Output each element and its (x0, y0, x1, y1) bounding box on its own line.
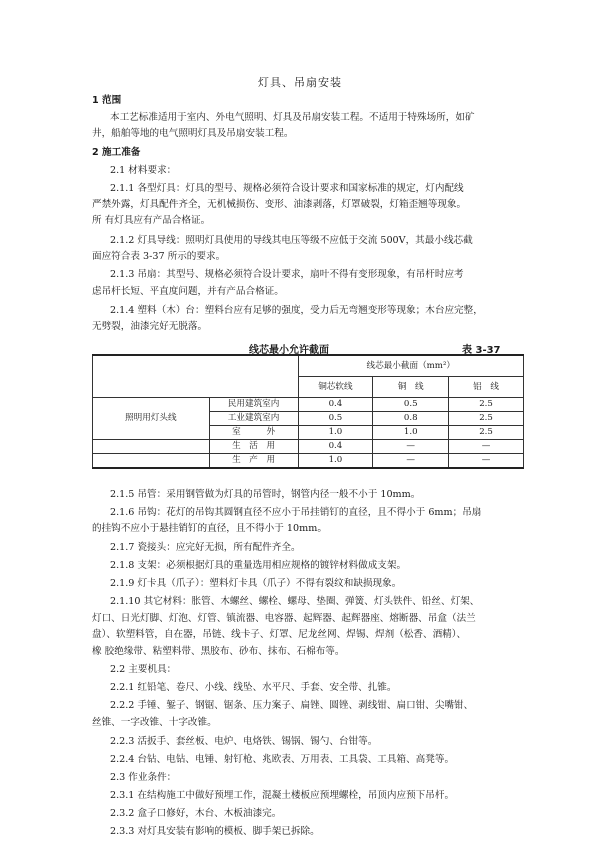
paragraph-line: 2.1.3 吊扇：其型号、规格必须符合设计要求，扇叶不得有变形现象，有吊杆时应考 (110, 269, 464, 280)
paragraph-line: 2.1.8 支架：必须根据灯具的重量选用相应规格的镀锌材料做成支架。 (110, 560, 407, 571)
table-cell: 2.5 (449, 426, 524, 440)
table-cell: 1.0 (298, 426, 373, 440)
table-row-label: 生 活 用 (209, 440, 298, 454)
table-cell: 0.4 (298, 440, 373, 454)
paragraph-line: 的挂钩不应小于悬挂销钉的直径，且不得小于 10mm。 (92, 523, 327, 534)
paragraph-line: 橡 胶绝缘带、粘塑料带、黑胶布、砂布、抹布、石棉布等。 (92, 646, 345, 657)
table-number: 表 3-37 (462, 345, 501, 356)
table-cell: — (373, 454, 449, 469)
table-cell: — (449, 440, 524, 454)
paragraph-line: 灯口、日光灯脚、灯泡、灯管、镇流器、电容器、起辉器、起辉器座、熔断器、吊盒（法兰 (92, 613, 476, 624)
paragraph-line: 2.3 作业条件： (110, 772, 177, 783)
paragraph-line: 虑吊杆长短、平直度问题，并有产品合格证。 (92, 286, 284, 297)
paragraph-line: 2.3.2 盒子口修好，木台、木板油漆完。 (110, 808, 282, 819)
paragraph-line: 无劈裂，油漆完好无脱落。 (92, 321, 208, 332)
table-cell: — (449, 454, 524, 469)
paragraph-line: 2.1.5 吊管：采用钢管做为灯具的吊管时，钢管内径一般不小于 10mm。 (110, 489, 421, 500)
table-row-label: 室 外 (209, 426, 298, 440)
table-body (93, 398, 524, 469)
paragraph-line: 井，船舶等地的电气照明灯具及吊扇安装工程。 (92, 128, 294, 139)
table-group-header: 线芯最小截面（mm²） (298, 355, 524, 377)
table-column-header: 铝 线 (449, 377, 524, 398)
paragraph-line: 2.1.9 灯卡具（爪子）：塑料灯卡具（爪子）不得有裂纹和缺损现象。 (110, 578, 402, 589)
table-cell: 0.5 (373, 398, 449, 412)
section-heading: 2 施工准备 (92, 147, 141, 158)
paragraph-line: 2.1.4 塑料（木）台：塑料台应有足够的强度，受力后无弯翘变形等现象；木台应完整， (110, 305, 483, 316)
table-cell: 0.4 (298, 398, 373, 412)
paragraph-line: 2.2.2 手锤、錾子、钢锯、锯条、压力案子、扁锉、圆锉、剥线钳、扁口钳、尖嘴钳、 (110, 700, 474, 711)
table-cell: 2.5 (449, 412, 524, 426)
table-row-group-label: 照明用灯头线 (93, 398, 210, 440)
table-cell: 0.5 (298, 412, 373, 426)
paragraph-line: 本工艺标准适用于室内、外电气照明、灯具及吊扇安装工程。不适用于特殊场所，如矿 (110, 112, 475, 123)
table-corner-cell (93, 355, 299, 398)
table-row-label: 工业建筑室内 (209, 412, 298, 426)
table-row (93, 398, 524, 412)
table-cell: 0.8 (373, 412, 449, 426)
paragraph-line: 2.1 材料要求： (110, 165, 177, 176)
paragraph-line: 2.2.3 活扳手、套丝板、电炉、电烙铁、锡锅、锡勺、台钳等。 (110, 736, 378, 747)
table-row (93, 454, 524, 469)
paragraph-line: 2.2 主要机具： (110, 664, 177, 675)
table-empty-cell (93, 454, 210, 469)
paragraph-line: 2.2.4 台钻、电钻、电锤、射钉枪、兆欧表、万用表、工具袋、工具箱、高凳等。 (110, 754, 455, 765)
paragraph-line: 2.1.1 各型灯具：灯具的型号、规格必须符合设计要求和国家标准的规定，灯内配线 (110, 183, 464, 194)
paragraph-line: 2.1.2 灯具导线：照明灯具使用的导线其电压等级不应低于交流 500V，其最小线芯截 (110, 235, 473, 246)
table-empty-cell (93, 440, 210, 454)
table-row-label: 生 产 用 (209, 454, 298, 469)
paragraph-line: 所 有灯具应有产品合格证。 (92, 215, 211, 226)
paragraph-line: 2.1.6 吊钩：花灯的吊钩其圆钢直径不应小于吊挂销钉的直径，且不得小于 6mm；吊扇 (110, 507, 482, 518)
table-column-header: 铜芯软线 (298, 377, 373, 398)
table-row-label: 民用建筑室内 (209, 398, 298, 412)
page-title: 灯具、吊扇安装 (258, 76, 342, 89)
table-row (93, 440, 524, 454)
table-cell: 1.0 (298, 454, 373, 469)
table-cell: — (373, 440, 449, 454)
table-column-header: 铜 线 (373, 377, 449, 398)
paragraph-line: 2.2.1 红铅笔、卷尺、小线、线坠、水平尺、手套、安全带、扎锥。 (110, 682, 397, 693)
min-conductor-section-table (92, 354, 524, 469)
paragraph-line: 2.3.3 对灯具安装有影响的模板、脚手架已拆除。 (110, 826, 320, 837)
paragraph-line: 2.1.10 其它材料：胀管、木螺丝、螺栓、螺母、垫圈、弹簧、灯头铁件、铅丝、灯架、 (110, 596, 480, 607)
section-heading: 1 范围 (92, 95, 122, 106)
table-caption: 线芯最小允许截面 (249, 345, 329, 356)
table-cell: 2.5 (449, 398, 524, 412)
paragraph-line: 丝锥、一字改锥、十字改锥。 (92, 717, 217, 728)
table-cell: 1.0 (373, 426, 449, 440)
paragraph-line: 2.1.7 瓷接头：应完好无损，所有配件齐全。 (110, 542, 301, 553)
paragraph-line: 严禁外露，灯具配件齐全，无机械损伤、变形、油漆剥落，灯罩破裂，灯箱歪翘等现象。 (92, 199, 467, 210)
paragraph-line: 盘）、软塑料管，自在器，吊链、线卡子、灯罩、尼龙丝网、焊锡、焊剂（松香、酒精）、 (92, 629, 467, 640)
paragraph-line: 面应符合表 3-37 所示的要求。 (92, 251, 226, 262)
paragraph-line: 2.3.1 在结构施工中做好预埋工作，混凝土楼板应预埋螺栓，吊顶内应预下吊杆。 (110, 790, 455, 801)
